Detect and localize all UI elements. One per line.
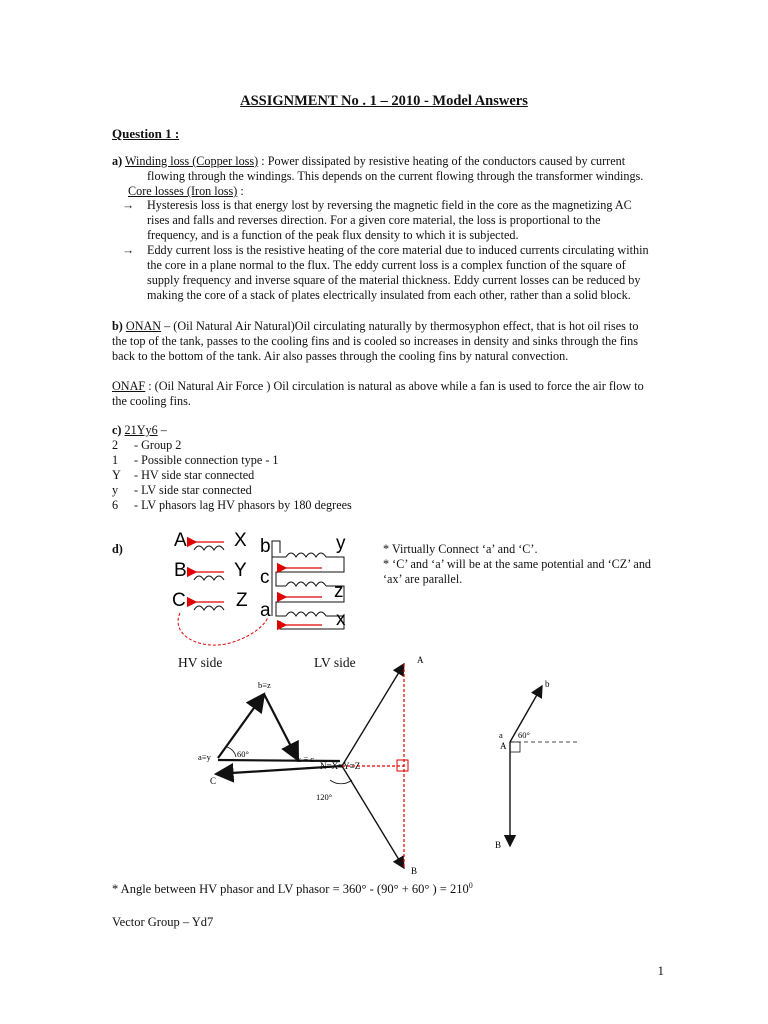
core-losses-heading: Core losses (Iron loss) : <box>128 184 244 198</box>
phasor-NB <box>342 766 404 868</box>
hv-label-B: B <box>174 560 187 581</box>
hv-label-X: X <box>234 530 247 551</box>
vector-group: Vector Group – Yd7 <box>112 915 214 929</box>
onan-line-1: b) ONAN – (Oil Natural Air Natural)Oil circulating naturally by thermosyphon effect, that is hot oil rises to <box>112 319 639 333</box>
phasor-label-small-60: 60° <box>518 730 530 740</box>
page-number: 1 <box>657 963 664 978</box>
answer-a-line2: flowing through the windings. This depends on the current flowing through the transformer windings. <box>147 169 644 183</box>
answer-a-intro: a) Winding loss (Copper loss) : Power dissipated by resistive heating of the conductors caused by current <box>112 154 626 168</box>
hv-label-C: C <box>172 590 186 611</box>
lv-label-c: c <box>260 567 270 588</box>
phasor-label-C: C <box>210 776 217 786</box>
eddy-line-4: making the core of a stack of plates electrically insulated from each other, rather than a solid block. <box>147 288 631 302</box>
red-arrow-icon <box>196 542 224 602</box>
eddy-line-3: supply frequency and inverse square of the material thickness. Eddy current losses can be reduced by <box>147 273 641 287</box>
phasor-label-small-b: b <box>545 679 550 689</box>
phasor-diagram <box>190 650 590 885</box>
phasor-label-small-B: B <box>495 840 502 850</box>
lv-label-a: a <box>260 600 271 621</box>
eddy-line-1: Eddy current loss is the resistive heating of the core material due to induced currents circulating within <box>147 243 649 257</box>
phasor-label-small-A: A <box>500 741 507 751</box>
answer-c-heading: c) 21Yy6 – <box>112 423 167 437</box>
hysteresis-line-3: frequency, and is a function of the peak flux density to which it is subjected. <box>147 228 519 242</box>
list-item: 1 - Possible connection type - 1 <box>112 453 279 467</box>
question-heading: Question 1 : <box>112 126 180 141</box>
onan-line-3: back to the bottom of the tank. Air also passes through the cooling fins by natural convection. <box>112 349 569 363</box>
phasor-NA <box>342 664 404 766</box>
hv-label-A: A <box>174 530 187 551</box>
winding-diagram <box>160 525 380 650</box>
arrow-icon: → <box>122 198 135 212</box>
answer-d-note-2: * ‘C’ and ‘a’ will be at the same potential and ‘CZ’ and <box>383 557 652 571</box>
lv-side-label: LV side <box>314 655 356 670</box>
list-item: 2 - Group 2 <box>112 438 182 452</box>
hv-coil-a-icon <box>194 546 224 610</box>
hv-side-label: HV side <box>178 655 223 670</box>
page-title: ASSIGNMENT No . 1 – 2010 - Model Answers <box>240 93 528 109</box>
answer-d-label: d) <box>112 542 123 556</box>
answer-d-note-1: * Virtually Connect ‘a’ and ‘C’. <box>383 542 538 556</box>
lv-label-b: b <box>260 536 271 557</box>
right-angle-marker <box>510 742 520 752</box>
angle-arc <box>330 780 352 784</box>
phasor-label-bz: b≡z <box>258 680 271 690</box>
lv-label-x: x <box>336 609 346 630</box>
angle-equation: * Angle between HV phasor and LV phasor = 360° - (90° + 60° ) = $210^0$ <box>112 881 473 897</box>
virtual-connection <box>178 613 268 645</box>
phasor-label-60: 60° <box>237 749 249 759</box>
phasor-label-120: 120° <box>316 792 333 802</box>
list-item: 6 - LV phasors lag HV phasors by 180 degrees <box>112 498 352 512</box>
lv-label-y: y <box>336 533 346 554</box>
list-item: Y - HV side star connected <box>112 468 255 482</box>
hv-label-Z: Z <box>236 590 248 611</box>
phasor-label-A: A <box>417 655 424 665</box>
onan-line-2: the top of the tank, passes to the cooling fins and is cooled so increases in density and sinks through the fins <box>112 334 639 348</box>
onaf-line-1: ONAF : (Oil Natural Air Force ) Oil circulation is natural as above while a fan is used to force the air flow to <box>112 379 644 393</box>
angle-arc <box>227 747 236 757</box>
answer-d-note-3: ‘ax’ are parallel. <box>383 572 463 586</box>
phasor-label-B: B <box>411 866 418 876</box>
eddy-line-2: the core in a plane normal to the flux. The eddy current loss is a complex function of the square of <box>147 258 626 272</box>
phasor-label-NXYZ: N≡X≡Y≡Z <box>320 761 361 771</box>
phasor-label-xc: x ≡ c <box>297 754 315 764</box>
lv-label-z: z <box>334 581 344 602</box>
phasor-label-ay: a≡y <box>198 752 211 762</box>
hv-label-Y: Y <box>234 560 247 581</box>
phasor-bc <box>264 694 298 760</box>
hysteresis-line-2: rises and falls and reverses direction. For a given core material, the loss is proportional to the <box>147 213 601 227</box>
arrow-icon: → <box>122 243 135 257</box>
hysteresis-line-1: Hysteresis loss is that energy lost by reversing the magnetic field in the core as the magnetizing AC <box>147 198 632 212</box>
phasor-label-small-a: a <box>499 730 503 740</box>
onaf-line-2: the cooling fins. <box>112 394 191 408</box>
list-item: y - LV side star connected <box>112 483 252 497</box>
